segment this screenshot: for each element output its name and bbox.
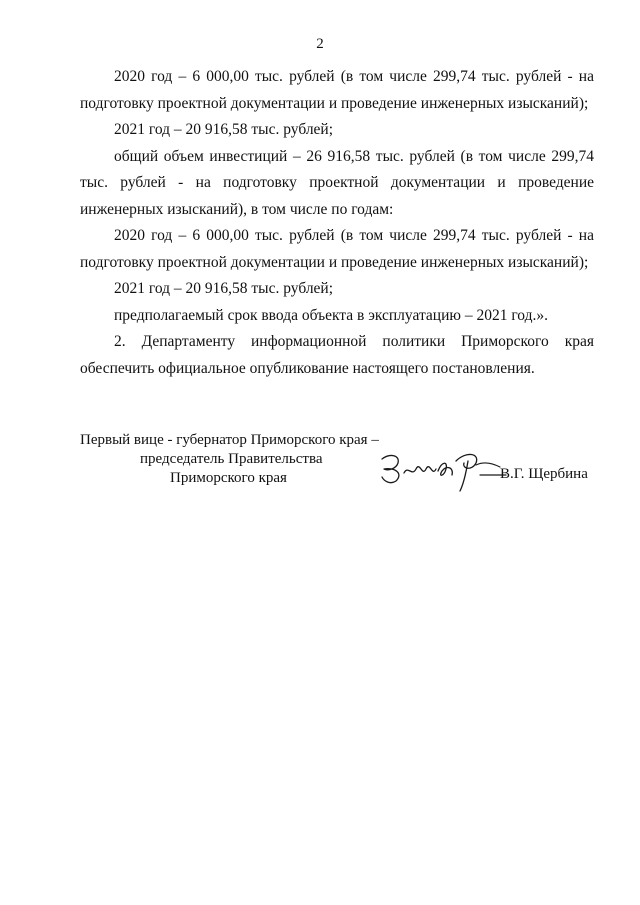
signatory-title-line-2: председатель Правительства [140,451,323,467]
paragraph-investment-2020: 2020 год – 6 000,00 тыс. рублей (в том числе 299,74 тыс. рублей - на подготовку проектной документации и проведение инженерных изысканий); [80,227,594,271]
signer-name: В.Г. Щербина [500,466,588,482]
signatory-title-line-3: Приморского края [170,470,287,486]
paragraph-funding-2020: 2020 год – 6 000,00 тыс. рублей (в том числе 299,74 тыс. рублей - на подготовку проектной документации и проведение инженерных изысканий); [80,68,594,112]
handwritten-signature [376,447,508,493]
paragraph-funding-2021: 2021 год – 20 916,58 тыс. рублей; [114,121,334,138]
paragraph-investment-2021: 2021 год – 20 916,58 тыс. рублей; [114,280,334,297]
document-body [80,64,594,382]
signatory-title-line-1: Первый вице - губернатор Приморского края – [80,432,379,448]
signatory-title [80,431,400,488]
page-number: 2 [316,36,324,52]
paragraph-total-investment: общий объем инвестиций – 26 916,58 тыс. рублей (в том числе 299,74 тыс. рублей - на подготовку проектной документации и проведение инженерных изысканий), в том числе по годам: [80,147,594,218]
paragraph-publication-order: 2. Департаменту информационной политики Приморского края обеспечить официальное опубликование настоящего постановления. [80,333,594,377]
paragraph-commissioning-date: предполагаемый срок ввода объекта в эксплуатацию – 2021 год.». [114,306,548,324]
